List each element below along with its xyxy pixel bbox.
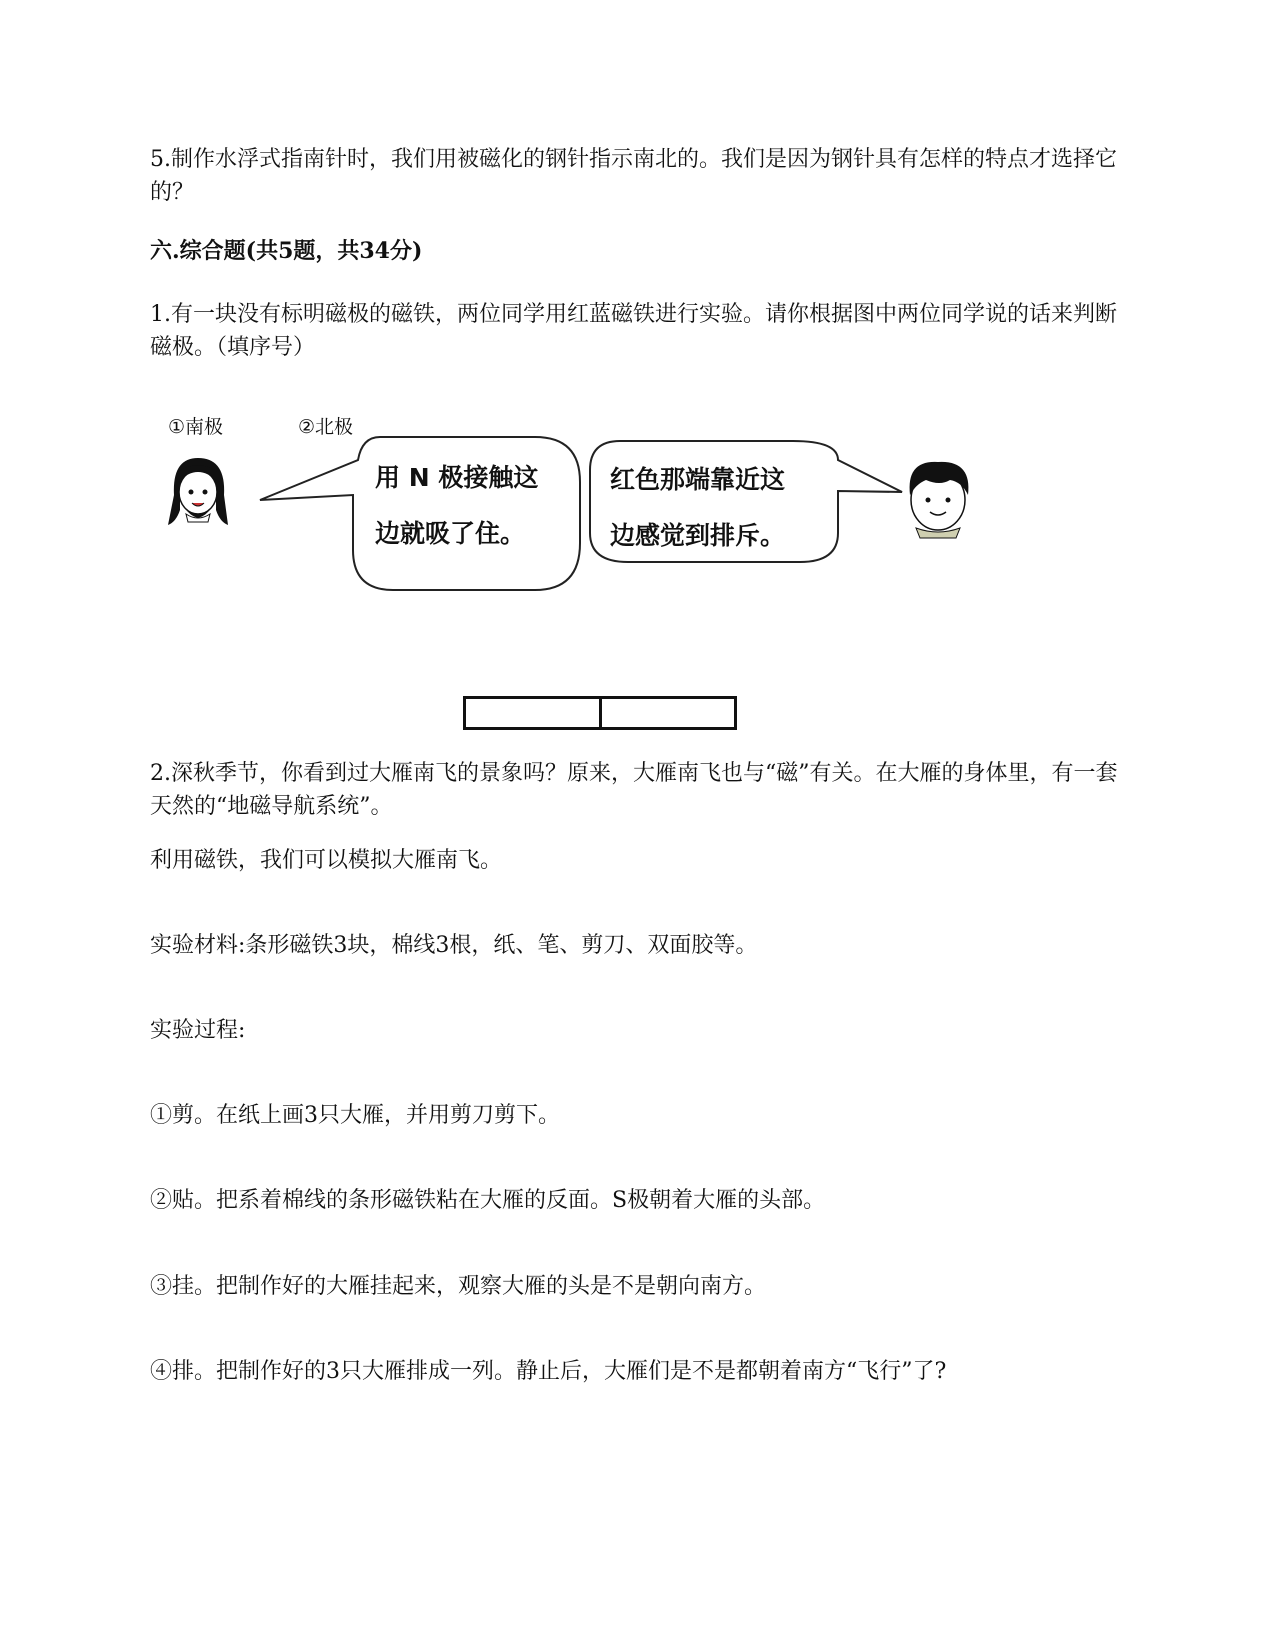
option-north-pole: ②北极: [298, 416, 354, 438]
question-2-step-3: ③挂。把制作好的大雁挂起来，观察大雁的头是不是朝向南方。: [150, 1274, 767, 1299]
question-2-simulate: 利用磁铁，我们可以模拟大雁南飞。: [150, 848, 503, 873]
figure-drawing: [150, 400, 1050, 700]
question-2-step-1: ①剪。在纸上画3只大雁，并用剪刀剪下。: [150, 1103, 560, 1128]
question-2-process-label: 实验过程:: [150, 1018, 246, 1043]
section-heading: 六.综合题(共5题，共34分): [150, 238, 423, 264]
question-1: 1.有一块没有标明磁极的磁铁，两位同学用红蓝磁铁进行实验。请你根据图中两位同学说的话来判断磁极。（填序号）: [150, 302, 1117, 360]
girl-speech-line-2: 边就吸了住。: [375, 519, 526, 548]
magnet-left-pole: [466, 699, 599, 727]
girl-illustration: [168, 458, 228, 525]
girl-speech-text: [375, 450, 538, 562]
girl-speech-line-1: 用 N 极接触这: [375, 463, 539, 492]
question-2-step-4: ④排。把制作好的3只大雁排成一列。静止后，大雁们是不是都朝着南方“飞行”了?: [150, 1359, 947, 1384]
boy-illustration: [910, 462, 969, 538]
question-2-intro: 2.深秋季节，你看到过大雁南飞的景象吗？原来，大雁南飞也与“磁”有关。在大雁的身体里，有一套天然的“地磁导航系统”。: [150, 761, 1118, 819]
magnet-figure: [150, 400, 1050, 740]
boy-speech-text: [610, 452, 785, 564]
question-2-step-2: ②贴。把系着棉线的条形磁铁粘在大雁的反面。S极朝着大雁的头部。: [150, 1188, 826, 1213]
option-south-pole: ①南极: [168, 416, 224, 438]
question-2-materials: 实验材料:条形磁铁3块，棉线3根，纸、笔、剪刀、双面胶等。: [150, 933, 758, 958]
boy-speech-line-1: 红色那端靠近这: [610, 465, 786, 494]
unlabeled-magnet: [463, 696, 737, 730]
magnet-right-pole: [599, 699, 735, 727]
question-5: 5.制作水浮式指南针时，我们用被磁化的钢针指示南北的。我们是因为钢针具有怎样的特点才选择它的？: [150, 147, 1117, 205]
boy-speech-line-2: 边感觉到排斥。: [610, 521, 786, 550]
